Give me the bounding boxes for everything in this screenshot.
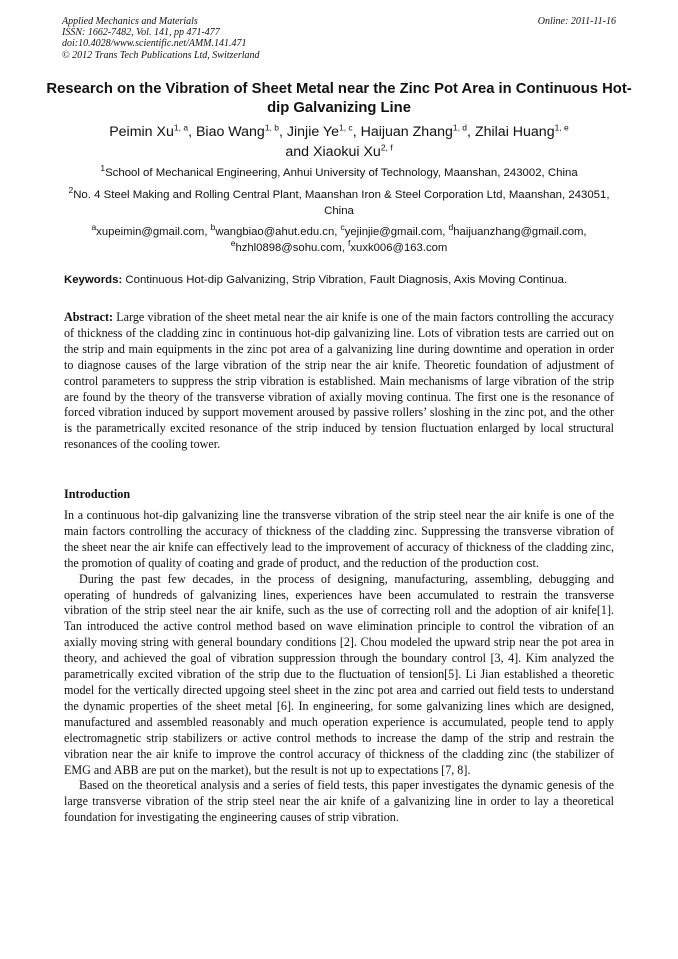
author-sup: 1, a xyxy=(173,122,189,133)
abstract xyxy=(64,310,614,453)
keywords-text: Continuous Hot-dip Galvanizing, Strip Vibration, Fault Diagnosis, Axis Moving Continua. xyxy=(125,274,568,286)
email-address: xupeimin@gmail.com, xyxy=(96,226,208,238)
email-sup: c xyxy=(340,222,345,233)
paper-title: Research on the Vibration of Sheet Metal near the Zinc Pot Area in Continuous Hot-dip Galvanizing Line xyxy=(46,81,632,116)
email-sup: b xyxy=(210,222,216,233)
email-address: xuxk006@163.com xyxy=(350,242,448,254)
email-sup: e xyxy=(230,238,236,249)
author-name: Xiaokui Xu xyxy=(312,144,381,160)
paragraph: During the past few decades, in the process of designing, manufacturing, assembling, debugging and operating of hundreds of galvanizing lines, experiences have been accumulated to restrain the transverse vibration of the strip steel near the air knife, such as the use of correcting roll and the adoption of air knife[1]. Tan introduced the active control method based on wave elimination principle to control the vibration of an axially moving string with general boundary conditions [2]. Chou modeled the upward strip near the pot area in theory, and achieved the goal of vibration suppression through the boundary control [3, 4]. Kim analyzed the parametrically excited vibration of the strip due to the fluctuation of tension[5]. Li Jian established a theoretic model for the vertically directed upgoing steel sheet in the zinc pot area and carried out field tests to understand the dynamic properties of the sheet metal [6]. In engineering, for some galvanizing lines which are designed, manufactured and assembled reasonably and much operation experience is accumulated, people tend to apply electromagnetic strip stabilizers or active control methods to increase the damp of the strip and restrain the vibration near the air knife to improve the control accuracy of thickness of the cladding zinc (the stabilizer of EMG and ABB are put on the market), but the result is not up to expectations [7, 8]. xyxy=(64,571,614,777)
abstract-text: Large vibration of the sheet metal near the air knife is one of the main factors controlling the accuracy of thickness of the cladding zinc in continuous hot-dip galvanizing line. Lots of vibration tests are carried out on the strip and main equipments in the zinc pot area of a galvanizing line during downtime and operation in order to diagnose causes of the large vibration of the strip near the air knife. Theoretic foundation of adjustment of control parameters to suppress the strip vibration is established. Main mechanisms of large vibration of the strip are found by the theory of the transverse vibration of axially moving continua. The first one is the resonance of forced vibration induced by support movement aroused by passive rollers’ sloshing in the zinc pot, and the other is the parametrically excited resonance of the strip induced by tension fluctuation enlarged by local structural resonances of the cooling tower. xyxy=(64,310,614,452)
author-name: Haijuan Zhang xyxy=(360,124,453,140)
affiliation-sup: 1 xyxy=(100,163,106,174)
email-address: wangbiao@ahut.edu.cn, xyxy=(215,226,338,238)
author-conjunction: and xyxy=(285,144,310,160)
author-name: Biao Wang xyxy=(195,124,265,140)
keywords-label: Keywords: xyxy=(64,274,123,286)
author-list: Peimin Xu$^{1, a}$, Biao Wang$^{1, b}$, Jinjie Ye$^{1, c}$, Haijuan Zhang$^{1, d}$, Zhilai Huang$^{1, e}$ and Xiaokui Xu$^{2, f}$ xyxy=(109,122,569,160)
author-sup: 1, c xyxy=(338,122,353,133)
author-name: Peimin Xu xyxy=(109,124,174,140)
author-sup: 1, d xyxy=(452,122,468,133)
email-sup: d xyxy=(448,222,454,233)
introduction-body xyxy=(64,508,614,826)
paragraph: In a continuous hot-dip galvanizing line the transverse vibration of the strip steel near the air knife is one of the main factors controlling the accuracy of thickness of the cladding zinc. Suppressing the transverse vibration of the sheet near the air knife can effectively lead to the improvement of accuracy of thickness of the cladding zinc, the promotion of quality of coating and grade of product, and the reduction of the production cost. xyxy=(64,508,614,570)
affiliation-text: No. 4 Steel Making and Rolling Central Plant, Maanshan Iron & Steel Corporation Ltd, Maanshan, 243051, China xyxy=(73,189,610,217)
affiliation-2 xyxy=(58,185,620,219)
affiliation-text: School of Mechanical Engineering, Anhui University of Technology, Maanshan, 243002, China xyxy=(105,167,578,179)
author-sup: 1, e xyxy=(554,122,569,133)
issn-line: ISSN: 1662-7482, Vol. 141, pp 471-477 xyxy=(62,27,220,39)
doi-line: doi:10.4028/www.scientific.net/AMM.141.471 xyxy=(62,38,247,50)
author-sup: 2, f xyxy=(380,142,393,153)
paragraph: Based on the theoretical analysis and a series of field tests, this paper investigates the dynamic genesis of the large transverse vibration of the strip steel near the air knife of a galvanizing line in order to lay a theoretical foundation for investigating the engineering causes of strip vibration. xyxy=(64,778,614,825)
email-sup: a xyxy=(91,222,97,233)
abstract-label: Abstract: xyxy=(64,310,114,324)
section-heading-introduction: Introduction xyxy=(64,487,131,501)
keywords xyxy=(64,273,628,288)
copyright-line: © 2012 Trans Tech Publications Ltd, Switzerland xyxy=(62,49,260,61)
author-name: Zhilai Huang xyxy=(474,124,555,140)
email-address: hzhl0898@sohu.com, xyxy=(235,242,345,254)
author-name: Jinjie Ye xyxy=(286,124,339,140)
author-emails xyxy=(58,224,620,256)
email-sup: f xyxy=(348,238,351,249)
journal-name: Applied Mechanics and Materials xyxy=(62,16,198,27)
affiliation-sup: 2 xyxy=(68,185,74,196)
email-address: haijuanzhang@gmail.com, xyxy=(453,226,587,238)
online-date: Online: 2011-11-16 xyxy=(537,16,616,27)
email-address: yejinjie@gmail.com, xyxy=(344,226,446,238)
author-sup: 1, b xyxy=(264,122,280,133)
running-header xyxy=(62,16,616,61)
affiliation-1 xyxy=(58,163,620,182)
